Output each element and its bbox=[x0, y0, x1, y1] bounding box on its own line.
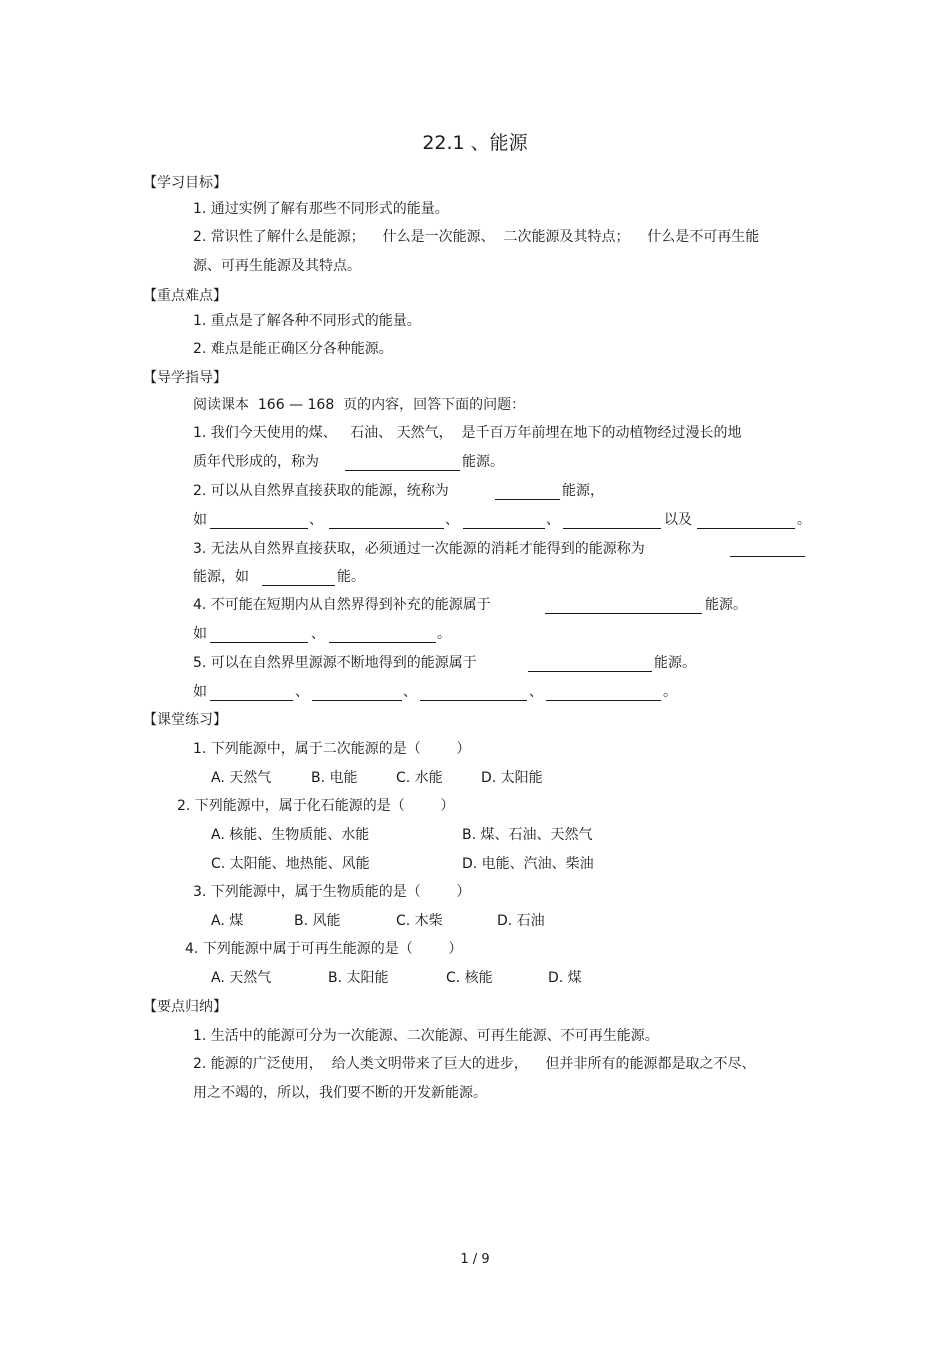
practice-option: C. 木柴 bbox=[396, 913, 443, 929]
guide-q3-line2-suffix: 能。 bbox=[337, 569, 365, 585]
objective-item: 源、可再生能源及其特点。 bbox=[193, 258, 361, 274]
practice-option: D. 电能、汽油、柴油 bbox=[462, 856, 594, 872]
separator: 、 bbox=[445, 512, 459, 528]
guide-q5-end: 。 bbox=[663, 684, 677, 700]
summary-item: 用之不竭的，所以，我们要不断的开发新能源。 bbox=[193, 1085, 487, 1101]
practice-question: 2. 下列能源中，属于化石能源的是（ ） bbox=[177, 798, 455, 814]
guide-q1-line2-suffix: 能源。 bbox=[462, 454, 504, 470]
fill-blank[interactable] bbox=[545, 613, 702, 614]
practice-option: B. 电能 bbox=[311, 770, 358, 786]
fill-blank[interactable] bbox=[262, 585, 335, 586]
guide-q2-ru: 如 bbox=[193, 512, 207, 528]
objective-item: 1. 通过实例了解有那些不同形式的能量。 bbox=[193, 201, 449, 217]
practice-question: 3. 下列能源中，属于生物质能的是（ ） bbox=[193, 884, 471, 900]
practice-option: D. 石油 bbox=[497, 913, 545, 929]
section-heading-guide: 【导学指导】 bbox=[143, 370, 227, 386]
page-number: 1 / 9 bbox=[460, 1252, 490, 1267]
practice-option: A. 天然气 bbox=[211, 770, 272, 786]
practice-option: B. 风能 bbox=[294, 913, 341, 929]
separator: 、 bbox=[546, 512, 560, 528]
fill-blank[interactable] bbox=[546, 700, 661, 701]
fill-blank[interactable] bbox=[329, 642, 436, 643]
summary-item: 2. 能源的广泛使用， 给人类文明带来了巨大的进步， 但并非所有的能源都是取之不尽、 bbox=[193, 1056, 756, 1072]
guide-q2-line1-suffix: 能源， bbox=[562, 483, 604, 499]
section-heading-practice: 【课堂练习】 bbox=[143, 712, 227, 728]
fill-blank[interactable] bbox=[210, 642, 308, 643]
guide-q4-ru: 如 bbox=[193, 626, 207, 642]
guide-q4-end: 。 bbox=[437, 626, 451, 642]
fill-blank[interactable] bbox=[463, 528, 545, 529]
summary-item: 1. 生活中的能源可分为一次能源、二次能源、可再生能源、不可再生能源。 bbox=[193, 1028, 659, 1044]
fill-blank[interactable] bbox=[730, 556, 805, 557]
practice-option: A. 核能、生物质能、水能 bbox=[211, 827, 370, 843]
fill-blank[interactable] bbox=[312, 700, 402, 701]
separator: 、 bbox=[295, 684, 309, 700]
key-point-item: 1. 重点是了解各种不同形式的能量。 bbox=[193, 313, 421, 329]
guide-q4-line1-text: 4. 不可能在短期内从自然界得到补充的能源属于 bbox=[193, 597, 491, 613]
practice-option: A. 天然气 bbox=[211, 970, 272, 986]
practice-option: D. 太阳能 bbox=[481, 770, 543, 786]
guide-q5-line1-text: 5. 可以在自然界里源源不断地得到的能源属于 bbox=[193, 655, 477, 671]
fill-blank[interactable] bbox=[495, 499, 560, 500]
guide-q4-line1-suffix: 能源。 bbox=[705, 597, 747, 613]
separator: 、 bbox=[529, 684, 543, 700]
guide-q3-line1: 3. 无法从自然界直接获取，必须通过一次能源的消耗才能得到的能源称为 bbox=[193, 541, 645, 557]
section-heading-objectives: 【学习目标】 bbox=[143, 175, 227, 191]
fill-blank[interactable] bbox=[329, 528, 444, 529]
separator: 、 bbox=[403, 684, 417, 700]
guide-intro: 阅读课本 166 — 168 页的内容，回答下面的问题： bbox=[193, 397, 526, 413]
practice-option: B. 太阳能 bbox=[328, 970, 389, 986]
practice-option: C. 太阳能、地热能、风能 bbox=[211, 856, 370, 872]
objective-item: 2. 常识性了解什么是能源； 什么是一次能源、 二次能源及其特点； 什么是不可再生能 bbox=[193, 229, 760, 245]
page-title: 22.1 、能源 bbox=[422, 132, 528, 154]
practice-option: C. 核能 bbox=[446, 970, 493, 986]
guide-q5-ru: 如 bbox=[193, 684, 207, 700]
fill-blank[interactable] bbox=[210, 528, 308, 529]
practice-option: A. 煤 bbox=[211, 913, 244, 929]
guide-q3-line2-text: 能源，如 bbox=[193, 569, 249, 585]
guide-q1-line1: 1. 我们今天使用的煤、 石油、 天然气， 是千百万年前埋在地下的动植物经过漫长的地 bbox=[193, 425, 742, 441]
fill-blank[interactable] bbox=[697, 528, 795, 529]
key-point-item: 2. 难点是能正确区分各种能源。 bbox=[193, 341, 393, 357]
practice-option: B. 煤、石油、天然气 bbox=[462, 827, 593, 843]
guide-q2-end: 。 bbox=[797, 512, 811, 528]
practice-option: C. 水能 bbox=[396, 770, 443, 786]
separator: 、 bbox=[309, 512, 323, 528]
section-heading-key-points: 【重点难点】 bbox=[143, 288, 227, 304]
practice-question: 4. 下列能源中属于可再生能源的是（ ） bbox=[185, 941, 463, 957]
separator: 、 bbox=[311, 626, 325, 642]
guide-q2-line1-text: 2. 可以从自然界直接获取的能源，统称为 bbox=[193, 483, 449, 499]
fill-blank[interactable] bbox=[345, 470, 460, 471]
guide-q2-yiji: 以及 bbox=[664, 512, 692, 528]
fill-blank[interactable] bbox=[420, 700, 527, 701]
fill-blank[interactable] bbox=[528, 671, 652, 672]
fill-blank[interactable] bbox=[563, 528, 661, 529]
guide-q1-line2-text: 质年代形成的，称为 bbox=[193, 454, 319, 470]
practice-option: D. 煤 bbox=[548, 970, 582, 986]
practice-question: 1. 下列能源中，属于二次能源的是（ ） bbox=[193, 741, 471, 757]
section-heading-summary: 【要点归纳】 bbox=[143, 999, 227, 1015]
guide-q5-line1-suffix: 能源。 bbox=[654, 655, 696, 671]
fill-blank[interactable] bbox=[210, 700, 293, 701]
